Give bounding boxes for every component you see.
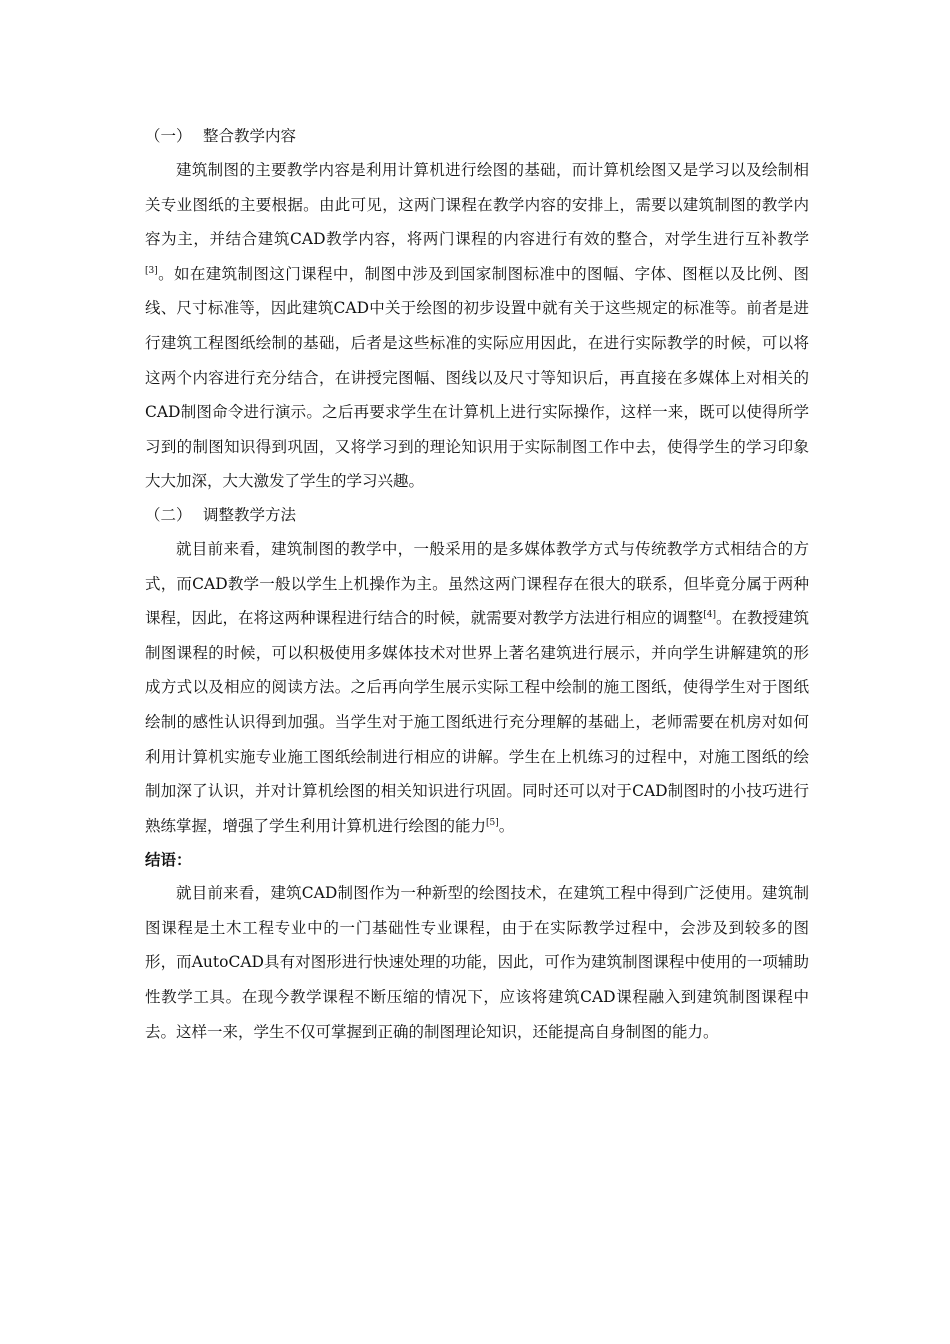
document-page <box>145 120 809 1049</box>
conclusion-paragraph: 就目前来看，建筑CAD制图作为一种新型的绘图技术，在建筑工程中得到广泛使用。建筑制图课程是土木工程专业中的一门基础性专业课程，由于在实际教学过程中，会涉及到较多的图形，而AutoCAD具有对图形进行快速处理的功能，因此，可作为建筑制图课程中使用的一项辅助性教学工具。在现今教学课程不断压缩的情况下，应该将建筑CAD课程融入到建筑制图课程中去。这样一来，学生不仅可掌握到正确的制图理论知识，还能提高自身制图的能力。 <box>145 884 809 1041</box>
section-1-title: 整合教学内容 <box>203 127 297 145</box>
section-1-text-part-1: 建筑制图的主要教学内容是利用计算机进行绘图的基础，而计算机绘图又是学习以及绘制相关专业图纸的主要根据。由此可见，这两门课程在教学内容的安排上，需要以建筑制图的教学内容为主，并结合建筑CAD教学内容，将两门课程的内容进行有效的整合，对学生进行互补教学 <box>145 161 809 249</box>
citation-5: [5] <box>486 817 499 828</box>
section-1-heading <box>145 120 809 153</box>
section-1-number: （一） <box>145 127 192 145</box>
conclusion-heading: 结语： <box>145 850 192 870</box>
citation-3: [3] <box>145 265 158 276</box>
section-1-text-part-2: 。如在建筑制图这门课程中，制图中涉及到国家制图标准中的图幅、字体、图框以及比例、图线、尺寸标准等，因此建筑CAD中关于绘图的初步设置中就有关于这些规定的标准等。前者是进行建筑工程图纸绘制的基础，后者是这些标准的实际应用因此，在进行实际教学的时候，可以将这两个内容进行充分结合，在讲授完图幅、图线以及尺寸等知识后，再直接在多媒体上对相关的CAD制图命令进行演示。之后再要求学生在计算机上进行实际操作，这样一来，既可以使得所学习到的制图知识得到巩固，又将学习到的理论知识用于实际制图工作中去，使得学生的学习印象大大加深，大大激发了学生的学习兴趣。 <box>145 264 809 491</box>
citation-4: [4] <box>703 609 716 620</box>
section-2-number: （二） <box>145 505 192 524</box>
section-2-paragraph <box>145 532 809 843</box>
section-2-text-part-1: 就目前来看，建筑制图的教学中，一般采用的是多媒体教学方式与传统教学方式相结合的方式，而CAD教学一般以学生上机操作为主。虽然这两门课程存在很大的联系，但毕竟分属于两种课程，因此，在将这两种课程进行结合的时候，就需要对教学方法进行相应的调整 <box>145 539 809 628</box>
section-2-text-part-2: 。在教授建筑制图课程的时候，可以积极使用多媒体技术对世界上著名建筑进行展示，并向学生讲解建筑的形成方式以及相应的阅读方法。之后再向学生展示实际工程中绘制的施工图纸，使得学生对于图纸绘制的感性认识得到加强。当学生对于施工图纸进行充分理解的基础上，老师需要在机房对如何利用计算机实施专业施工图纸绘制进行相应的讲解。学生在上机练习的过程中，对施工图纸的绘制加深了认识，并对计算机绘图的相关知识进行巩固。同时还可以对于CAD制图时的小技巧进行熟练掌握，增强了学生利用计算机进行绘图的能力 <box>145 609 809 835</box>
section-1-paragraph <box>145 153 809 499</box>
section-2-heading <box>145 499 809 532</box>
section-2-text-part-3: 。 <box>498 816 515 835</box>
section-2-title: 调整教学方法 <box>203 505 297 524</box>
